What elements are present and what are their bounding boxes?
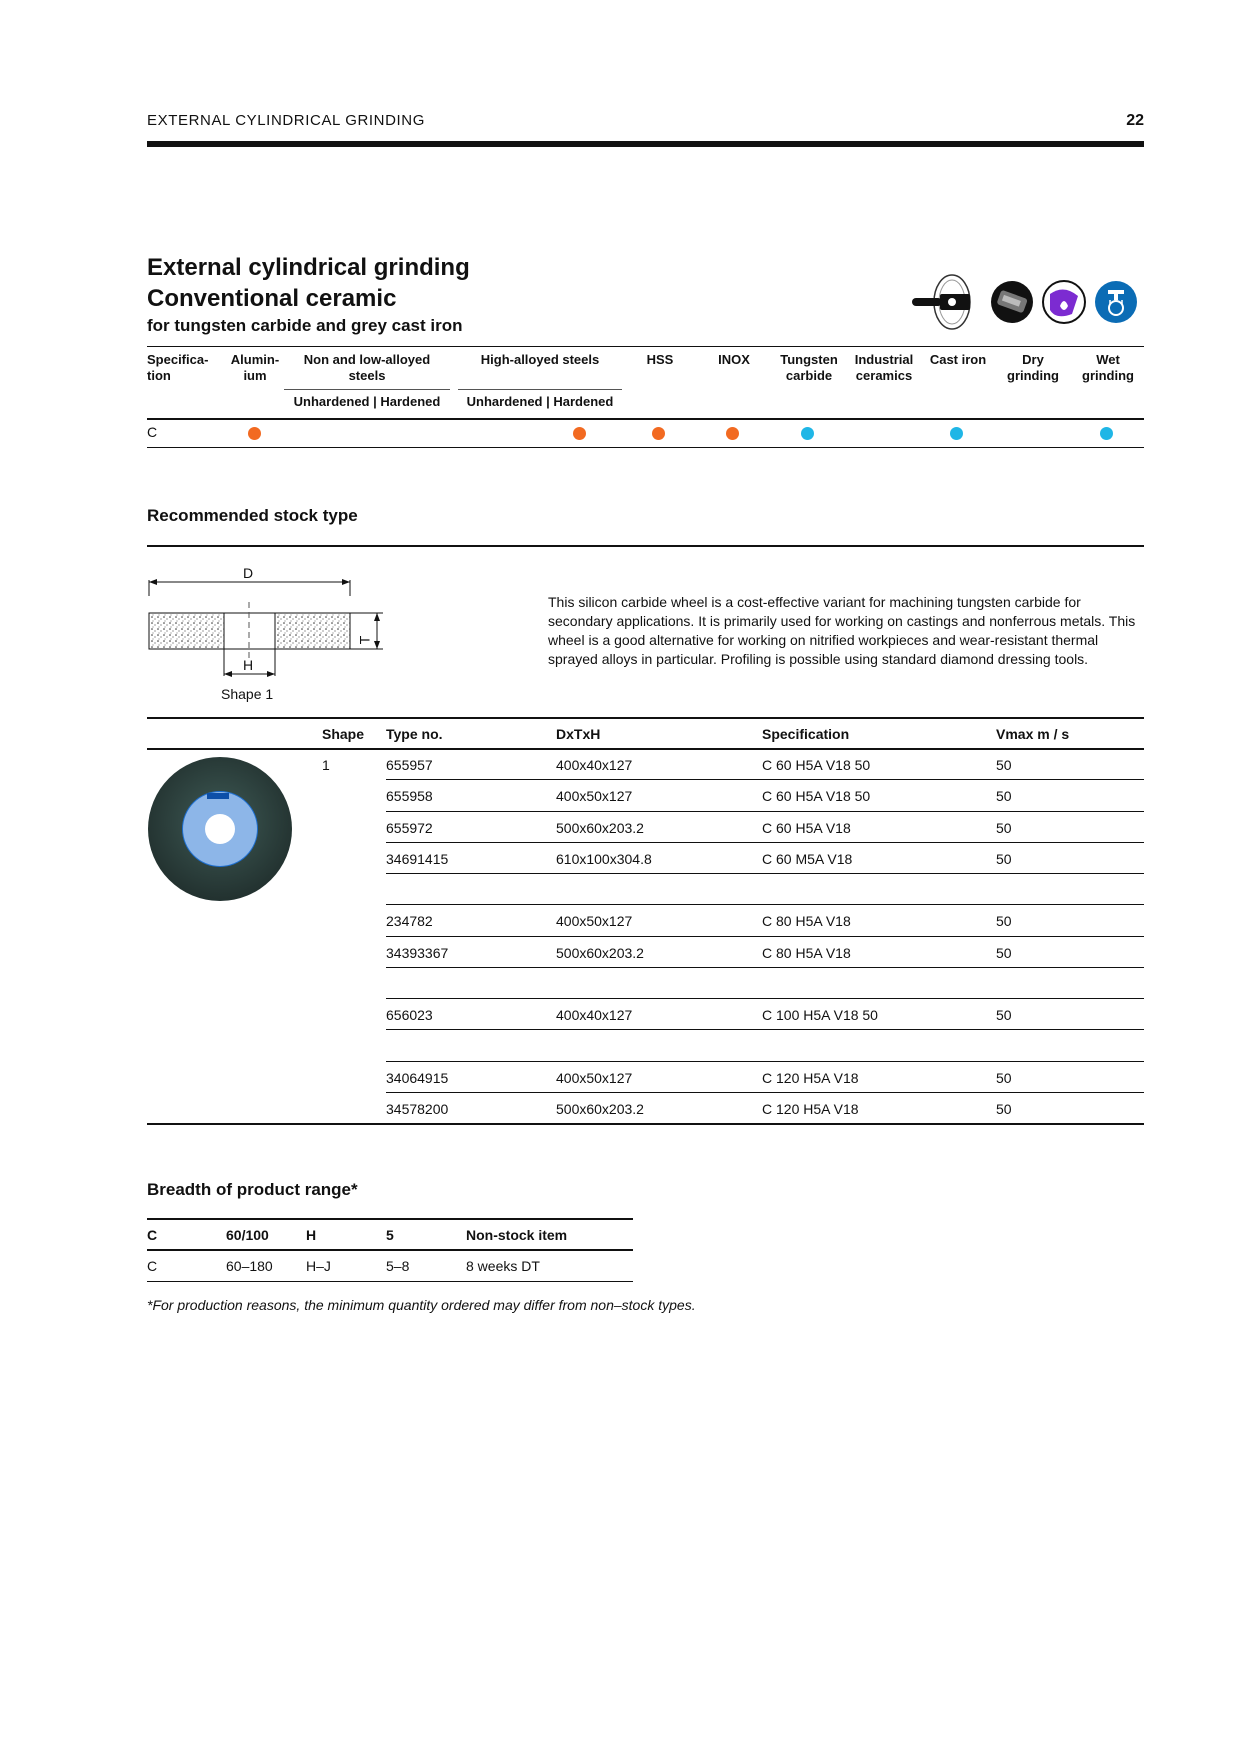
cast-iron-drop-icon xyxy=(1042,280,1086,324)
header-wet-grinding: Wet grinding xyxy=(1082,352,1134,383)
dot-cast-iron xyxy=(950,427,963,440)
breadth-head-structure: 5 xyxy=(386,1227,394,1243)
header-aluminium: Alumin- ium xyxy=(230,352,280,383)
dimensions-cell: 400x50x127 xyxy=(556,1069,633,1086)
type-no-cell: 34691415 xyxy=(386,850,449,867)
breadth-head-hardness: H xyxy=(306,1227,317,1243)
col-vmax: Vmax m / s xyxy=(996,726,1070,742)
vmax-cell: 50 xyxy=(996,850,1012,867)
type-no-cell: 655957 xyxy=(386,757,433,773)
matrix-bottom-rule xyxy=(147,447,1144,448)
stock-table-top-rule xyxy=(147,717,1144,719)
dimensions-cell: 610x100x304.8 xyxy=(556,850,652,867)
breadth-head-c: C xyxy=(147,1227,158,1243)
nonalloy-subrule xyxy=(284,389,450,390)
specification-cell: C 60 H5A V18 50 xyxy=(762,788,871,805)
header-industrial-ceramics: Industrial ceramics xyxy=(854,352,914,383)
type-no-cell: 655958 xyxy=(386,788,433,805)
dot-tungsten-carbide xyxy=(801,427,814,440)
specification-cell: C 60 H5A V18 50 xyxy=(762,757,871,773)
dimension-h-label: H xyxy=(243,657,254,673)
table-row-rule xyxy=(386,811,1144,812)
type-no-cell: 34578200 xyxy=(386,1100,449,1117)
table-row-rule xyxy=(386,967,1144,968)
dimensions-cell: 400x50x127 xyxy=(556,788,633,805)
sub-nonalloy: Unhardened | Hardened xyxy=(293,394,441,409)
table-row-rule xyxy=(386,779,1144,780)
stock-table-head-rule xyxy=(147,748,1144,750)
table-row-rule xyxy=(147,1123,1144,1125)
dot-wet-grinding xyxy=(1100,427,1113,440)
sub-highalloy: Unhardened | Hardened xyxy=(466,394,614,409)
dot-inox xyxy=(726,427,739,440)
dot-hss xyxy=(652,427,665,440)
specification-cell: C 80 H5A V18 xyxy=(762,944,851,961)
table-row-rule xyxy=(386,998,1144,999)
col-shape: Shape xyxy=(322,726,365,742)
dimensions-cell: 400x50x127 xyxy=(556,913,633,930)
col-specification: Specification xyxy=(762,726,850,742)
grinding-wheel-image xyxy=(147,756,293,902)
type-no-cell: 34064915 xyxy=(386,1069,449,1086)
running-header: EXTERNAL CYLINDRICAL GRINDING xyxy=(147,112,426,129)
dimensions-cell: 500x60x203.2 xyxy=(556,1100,644,1117)
tungsten-carbide-icon xyxy=(990,280,1034,324)
breadth-cell-structure: 5–8 xyxy=(386,1258,410,1274)
vmax-cell: 50 xyxy=(996,913,1012,930)
page-subtitle-2: for tungsten carbide and grey cast iron xyxy=(147,316,463,335)
specification-cell: C 120 H5A V18 xyxy=(762,1069,859,1086)
vmax-cell: 50 xyxy=(996,1100,1012,1117)
specification-cell: C 120 H5A V18 xyxy=(762,1100,859,1117)
dimensions-cell: 400x40x127 xyxy=(556,757,633,773)
table-row-rule xyxy=(386,904,1144,905)
matrix-mid-rule xyxy=(147,418,1144,420)
breadth-cell-delivery: 8 weeks DT xyxy=(466,1258,540,1274)
breadth-head-nonstock: Non-stock item xyxy=(466,1227,568,1243)
shape-caption: Shape 1 xyxy=(221,686,274,702)
header-nonalloy-steels: Non and low-alloyed steels xyxy=(303,352,431,383)
specification-cell: C 80 H5A V18 xyxy=(762,913,851,930)
matrix-row-spec: C xyxy=(147,424,158,440)
table-row-rule xyxy=(386,1029,1144,1030)
vmax-cell: 50 xyxy=(996,944,1012,961)
type-no-cell: 34393367 xyxy=(386,944,449,961)
matrix-top-rule xyxy=(147,346,1144,347)
stock-rule xyxy=(147,545,1144,547)
breadth-mid-rule xyxy=(147,1249,633,1251)
grinder-wheel-icon xyxy=(910,272,976,332)
header-cast-iron: Cast iron xyxy=(929,352,987,367)
vmax-cell: 50 xyxy=(996,788,1012,805)
header-rule xyxy=(147,141,1144,147)
specification-cell: C 60 H5A V18 xyxy=(762,819,851,836)
specification-cell: C 60 M5A V18 xyxy=(762,850,853,867)
page-number: 22 xyxy=(1126,112,1144,129)
section-title-stock: Recommended stock type xyxy=(147,506,358,525)
breadth-cell-c: C xyxy=(147,1258,158,1274)
dimensions-cell: 500x60x203.2 xyxy=(556,944,644,961)
shape-value: 1 xyxy=(322,757,330,773)
vmax-cell: 50 xyxy=(996,1007,1012,1023)
table-row-rule xyxy=(386,873,1144,874)
page-title: External cylindrical grinding xyxy=(147,254,470,281)
breadth-head-grit: 60/100 xyxy=(226,1227,269,1243)
type-no-cell: 655972 xyxy=(386,819,433,836)
vmax-cell: 50 xyxy=(996,819,1012,836)
dot-highalloy-hardened xyxy=(573,427,586,440)
table-row-rule xyxy=(386,936,1144,937)
breadth-cell-grit: 60–180 xyxy=(226,1258,273,1274)
breadth-cell-hardness: H–J xyxy=(306,1258,331,1274)
header-highalloy-steels: High-alloyed steels xyxy=(480,352,600,367)
col-dimensions: DxTxH xyxy=(556,726,601,742)
header-inox: INOX xyxy=(718,352,750,367)
table-row-rule xyxy=(386,1092,1144,1093)
dimensions-cell: 500x60x203.2 xyxy=(556,819,644,836)
dot-aluminium xyxy=(248,427,261,440)
vmax-cell: 50 xyxy=(996,757,1012,773)
footnote: *For production reasons, the minimum quantity ordered may differ from non–stock types. xyxy=(147,1297,696,1313)
breadth-bottom-rule xyxy=(147,1281,633,1282)
header-dry-grinding: Dry grinding xyxy=(1007,352,1059,383)
dimensions-cell: 400x40x127 xyxy=(556,1007,633,1023)
section-title-breadth: Breadth of product range* xyxy=(147,1180,358,1199)
breadth-top-rule xyxy=(147,1218,633,1220)
table-row-rule xyxy=(386,1061,1144,1062)
page-subtitle: Conventional ceramic xyxy=(147,285,397,312)
highalloy-subrule xyxy=(458,389,622,390)
wet-grinding-icon xyxy=(1094,280,1138,324)
dimension-d-label: D xyxy=(243,565,254,581)
table-row-rule xyxy=(386,842,1144,843)
type-no-cell: 656023 xyxy=(386,1007,433,1023)
vmax-cell: 50 xyxy=(996,1069,1012,1086)
product-description: This silicon carbide wheel is a cost-effective variant for machining tungsten carbide for secondary applications. It is primarily used for working on castings and nonferrous metals. This wheel is a good alternative for working on nitrified workpieces and wear-resistant thermal sprayed alloys in particular. Profiling is possible using standard diamond dressing tools. xyxy=(548,594,1136,667)
header-tungsten-carbide: Tungsten carbide xyxy=(780,352,838,383)
header-specification: Specifica- tion xyxy=(147,352,209,383)
col-type-no: Type no. xyxy=(386,726,443,742)
type-no-cell: 234782 xyxy=(386,913,433,930)
header-hss: HSS xyxy=(646,352,674,367)
dimension-t-label: T xyxy=(356,635,373,645)
specification-cell: C 100 H5A V18 50 xyxy=(762,1007,878,1023)
